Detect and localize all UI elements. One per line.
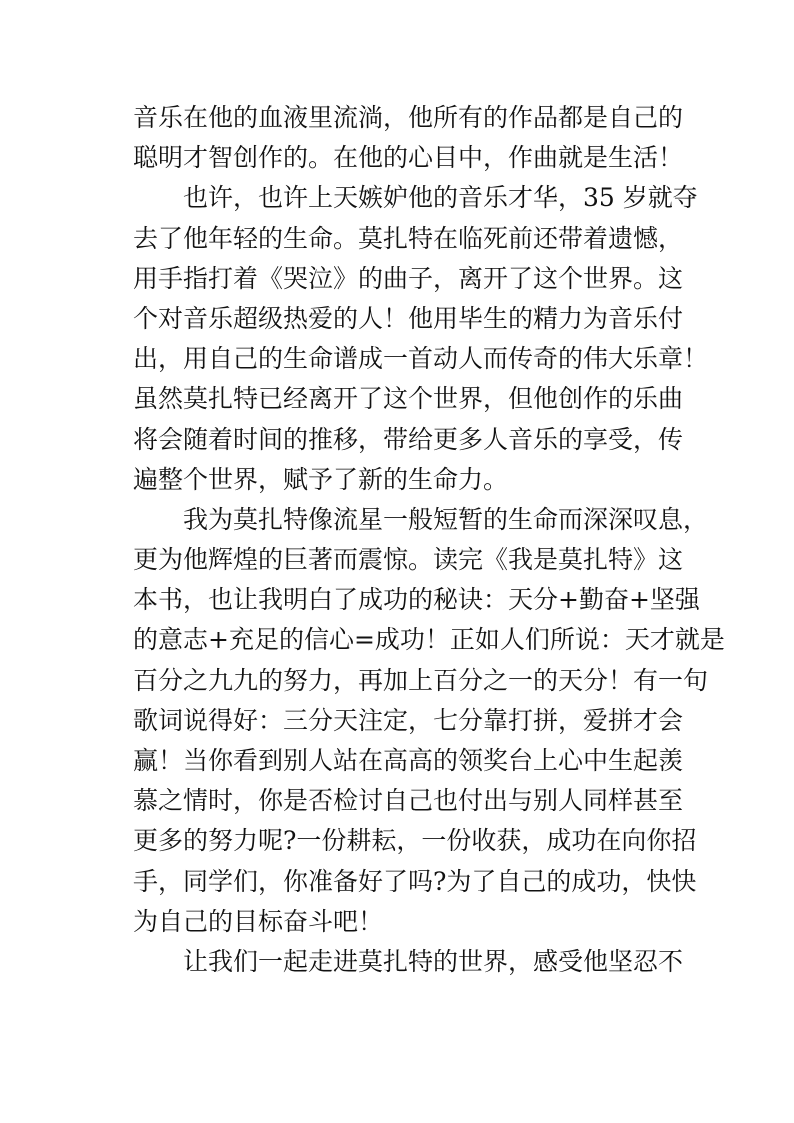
- text-line: 遍整个世界，赋予了新的生命力。: [133, 464, 509, 494]
- text-line: 用手指打着《哭泣》的曲子，离开了这个世界。这: [133, 263, 684, 293]
- text-line: 百分之九九的努力，再加上百分之一的天分！有一句: [133, 665, 709, 695]
- text-line: 虽然莫扎特已经离开了这个世界，但他创作的乐曲: [133, 384, 684, 414]
- text-line: 本书，也让我明白了成功的秘诀：天分+勤奋+坚强: [133, 585, 700, 615]
- text-line: 歌词说得好：三分天注定，七分靠打拼，爱拼才会: [133, 705, 684, 735]
- text-line: 慕之情时，你是否检讨自己也付出与别人同样甚至: [133, 786, 684, 816]
- text-line: 聪明才智创作的。在他的心目中，作曲就是生活！: [133, 143, 684, 173]
- text-line: 去了他年轻的生命。莫扎特在临死前还带着遗憾，: [133, 223, 684, 253]
- text-line: 个对音乐超级热爱的人！他用毕生的精力为音乐付: [133, 303, 684, 333]
- text-line: 出，用自己的生命谱成一首动人而传奇的伟大乐章！: [133, 344, 709, 374]
- paragraph-start-line: 让我们一起走进莫扎特的世界，感受他坚忍不: [183, 946, 684, 976]
- text-line: 赢！当你看到别人站在高高的领奖台上心中生起羡: [133, 746, 684, 775]
- text-line: 更多的努力呢?一份耕耘，一份收获，成功在向你招: [133, 826, 697, 856]
- paragraph-start-line: 也许，也许上天嫉妒他的音乐才华，35 岁就夺: [183, 183, 698, 213]
- text-line: 为自己的目标奋斗吧！: [133, 906, 384, 936]
- text-line: 手，同学们，你准备好了吗?为了自己的成功，快快: [133, 866, 697, 896]
- text-line: 将会随着时间的推移，带给更多人音乐的享受，传: [133, 424, 684, 454]
- paragraph-start-line: 我为莫扎特像流星一般短暂的生命而深深叹息，: [183, 504, 709, 534]
- text-line: 更为他辉煌的巨著而震惊。读完《我是莫扎特》这: [133, 545, 684, 575]
- text-line: 的意志+充足的信心=成功！正如人们所说：天才就是: [133, 625, 725, 655]
- essay-body: [133, 98, 725, 982]
- text-line: 音乐在他的血液里流淌，他所有的作品都是自己的: [133, 103, 684, 132]
